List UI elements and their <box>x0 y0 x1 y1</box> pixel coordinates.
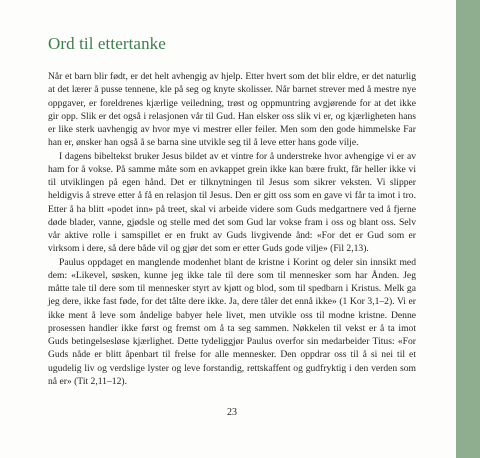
page-title: Ord til ettertanke <box>48 34 166 53</box>
paragraph-3: Paulus oppdaget en manglende modenhet blant de kristne i Korint og deler sin innsikt med dem: «Likevel, søsken, kunne jeg ikke tale til dere som til mennesker som har Ånden. Jeg måtte tale til dere som til mennesker styrt av kjøtt og blod, som til spedbarn i Kristus. Melk ga jeg dere, ikke fast føde, for det tålte dere ikke. Ja, dere tåler det ennå ikke» (1 Kor 3,1–2). Vi er ikke ment å leve som åndelige babyer hele livet, men utvikle oss til modne kristne. Denne prosessen handler ikke først og fremst om å ta seg sammen. Nøkkelen til vekst er å ta imot Guds betingelsesløse kjærlighet. Dette tydeliggjør Paulus overfor sin medarbeider Titus: «For Guds nåde er blitt åpenbart til frelse for alle mennesker. Den oppdrar oss til å si nei til et ugudelig liv og verdslige lyster og leve forstandig, rettskaffent og gudfryktig i den verden som nå er» (Tit 2,11–12). <box>48 256 416 387</box>
page-number: 23 <box>227 407 237 418</box>
paragraph-2: I dagens bibeltekst bruker Jesus bildet av et vintre for å understreke hvor avhengige vi er av ham for å vokse. På samme måte som en avkappet grein ikke kan bære frukt, får heller ikke vi til utviklingen på egen hånd. Det er tilknytningen til Jesus som sikrer veksten. Vi slipper heldigvis å streve etter å få en relasjon til Jesus. Den er gitt oss som en gave vi får ta imot i tro. Etter å ha blitt «podet inn» på treet, skal vi arbeide videre som Guds medgartnere ved å fjerne døde blader, vanne, gjødsle og stelle med det som Gud lar vokse fram i oss og blant oss. Selv vår aktive rolle i samspillet er en frukt av Guds livgivende ånd: «For det er Gud som er virksom i dere, så dere både vil og gjør det som er etter Guds gode vilje» (Fil 2,13). <box>48 150 416 255</box>
side-color-band <box>456 0 480 458</box>
paragraph-1: Når et barn blir født, er det helt avhengig av hjelp. Etter hvert som det blir eldre, er det naturlig at det lærer å pusse tennene, kle på seg og knyte skolisser. Når barnet strever med å mestre nye oppgaver, er foreldrenes kjærlige veiledning, trøst og oppmuntring avgjørende for at det ikke gir opp. Slik er det også i relasjonen vår til Gud. Han elsker oss slik vi er, og kjærligheten hans er like sterk uavhengig av hvor mye vi mestrer eller feiler. Men som den gode himmelske Far han er, ønsker han også å se barna sine utvikle seg til å leve etter hans gode vilje. <box>48 71 416 149</box>
body-text <box>48 70 416 388</box>
